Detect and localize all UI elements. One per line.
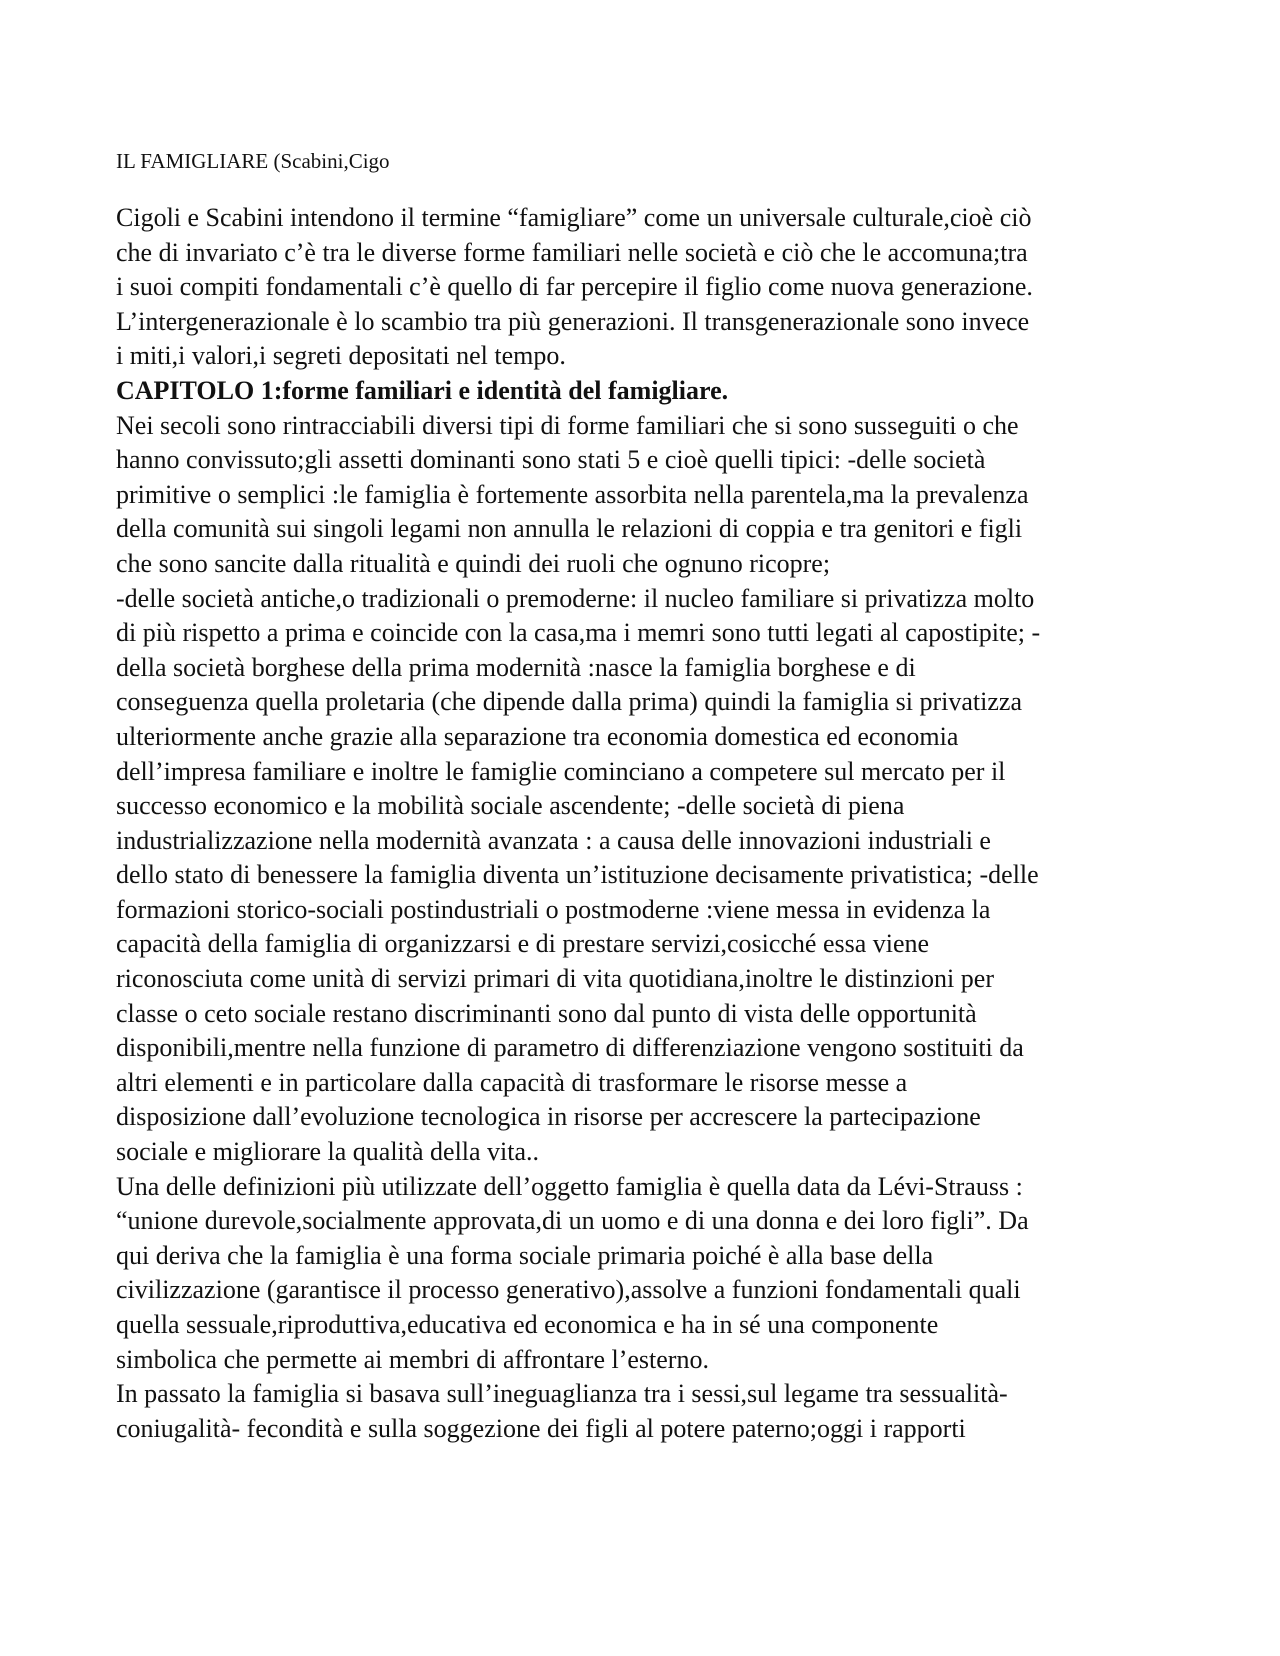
document-header: IL FAMIGLIARE (Scabini,Cigo [116, 149, 390, 173]
text-line: ulteriormente anche grazie alla separazione tra economia domestica ed economia [116, 721, 959, 751]
text-line: conseguenza quella proletaria (che dipende dalla prima) quindi la famiglia si privatizza [116, 687, 1023, 717]
text-line: quella sessuale,riproduttiva,educativa ed economica e ha in sé una componente [116, 1310, 939, 1339]
text-line: primitive o semplici :le famiglia è fortemente assorbita nella parentela,ma la prevalenza [116, 479, 1029, 509]
text-line: capacità della famiglia di organizzarsi e di prestare servizi,cosicché essa viene [116, 929, 930, 959]
text-line: coniugalità- fecondità e sulla soggezione dei figli al potere paterno;oggi i rapporti [116, 1413, 966, 1443]
text-line: che di invariato c’è tra le diverse forme familiari nelle società e ciò che le accomuna;tra [116, 237, 1028, 267]
text-line: della società borghese della prima modernità :nasce la famiglia borghese e di [116, 652, 916, 682]
text-line: -delle società antiche,o tradizionali o premoderne: il nucleo familiare si privatizza molto [116, 583, 1035, 613]
text-line: disponibili,mentre nella funzione di parametro di differenziazione vengono sostituiti da [116, 1033, 1024, 1063]
document-body [116, 201, 1196, 1446]
text-line: Nei secoli sono rintracciabili diversi tipi di forme familiari che si sono susseguiti o che [116, 410, 1019, 440]
text-line: civilizzazione (garantisce il processo generativo),assolve a funzioni fondamentali quali [116, 1275, 1021, 1305]
text-line: di più rispetto a prima e coincide con la casa,ma i memri sono tutti legati al capostipite; - [116, 618, 1041, 648]
text-line: i suoi compiti fondamentali c’è quello di far percepire il figlio come nuova generazione. [116, 272, 1033, 302]
text-line: formazioni storico-sociali postindustriali o postmoderne :viene messa in evidenza la [116, 894, 991, 924]
text-line: riconosciuta come unità di servizi primari di vita quotidiana,inoltre le distinzioni per [116, 964, 994, 994]
text-line: altri elementi e in particolare dalla capacità di trasformare le risorse messe a [116, 1067, 908, 1097]
text-line: simbolica che permette ai membri di affrontare l’esterno. [116, 1344, 709, 1374]
text-line: della comunità sui singoli legami non annulla le relazioni di coppia e tra genitori e figli [116, 514, 1023, 544]
chapter-heading: CAPITOLO 1:forme familiari e identità del famigliare. [116, 375, 729, 405]
text-line: In passato la famiglia si basava sull’ineguaglianza tra i sessi,sul legame tra sessualità- [116, 1379, 1008, 1409]
text-line: classe o ceto sociale restano discriminanti sono dal punto di vista delle opportunità [116, 998, 977, 1028]
text-line: L’intergenerazionale è lo scambio tra più generazioni. Il transgenerazionale sono invece [116, 306, 1030, 336]
text-line: Cigoli e Scabini intendono il termine “famigliare” come un universale culturale,cioè ciò [116, 203, 1032, 232]
text-line: “unione durevole,socialmente approvata,di un uomo e di una donna e dei loro figli”. Da [116, 1206, 1029, 1236]
text-line: disposizione dall’evoluzione tecnologica in risorse per accrescere la partecipazione [116, 1102, 981, 1132]
text-line: qui deriva che la famiglia è una forma sociale primaria poiché è alla base della [116, 1240, 934, 1270]
text-line: sociale e migliorare la qualità della vita.. [116, 1137, 540, 1167]
text-line: successo economico e la mobilità sociale ascendente; -delle società di piena [116, 791, 905, 821]
text-line: hanno convissuto;gli assetti dominanti sono stati 5 e cioè quelli tipici: -delle società [116, 445, 986, 475]
text-line: dello stato di benessere la famiglia diventa un’istituzione decisamente privatistica; -delle [116, 860, 1039, 890]
text-line: industrializzazione nella modernità avanzata : a causa delle innovazioni industriali e [116, 825, 991, 855]
text-line: dell’impresa familiare e inoltre le famiglie cominciano a competere sul mercato per il [116, 756, 1006, 786]
text-line: Una delle definizioni più utilizzate dell’oggetto famiglia è quella data da Lévi-Strauss : [116, 1171, 1023, 1201]
text-line: che sono sancite dalla ritualità e quindi dei ruoli che ognuno ricopre; [116, 548, 831, 578]
text-line: i miti,i valori,i segreti depositati nel tempo. [116, 341, 566, 371]
